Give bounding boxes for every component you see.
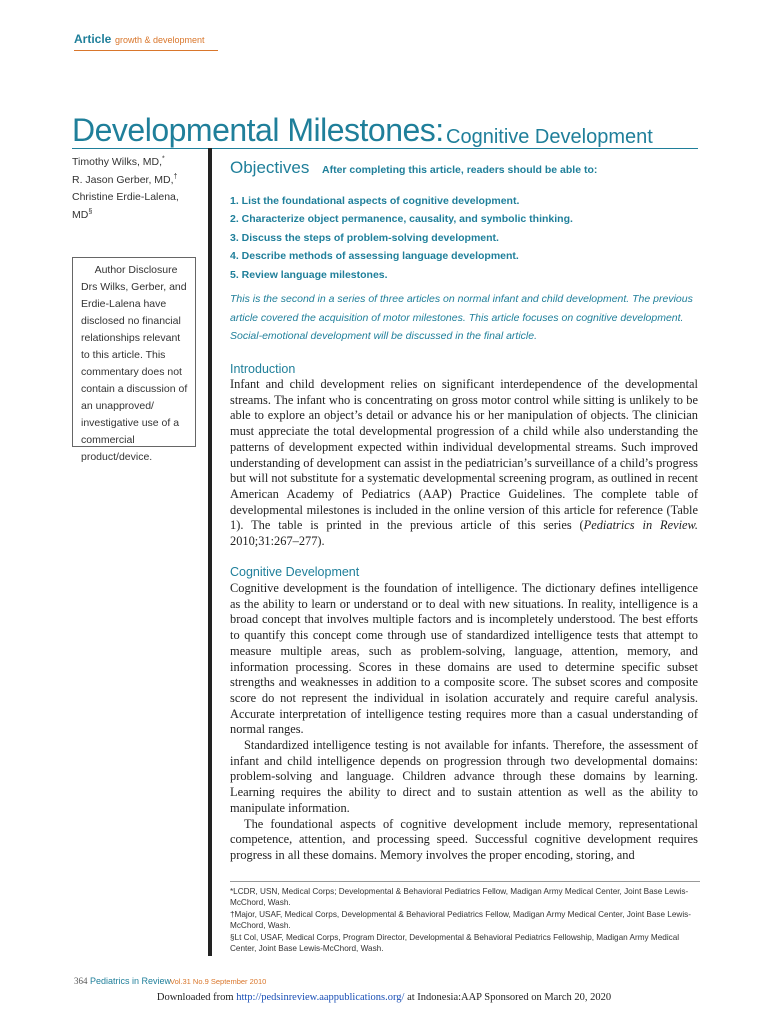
footnote: †Major, USAF, Medical Corps, Developmental & Behavioral Pediatrics Fellow, Madigan Army Medical Center, Joint Base Lewis-McChord, Wash. [230,909,691,931]
author-list [72,154,200,224]
article-type-label: Article [74,32,112,46]
body-paragraph: Cognitive development is the foundation of intelligence. The dictionary defines intelligence as the ability to learn or understand or to deal with new situations. In reality, intelligence is a broad concept that involves multiple factors and is incompletely understood. The best efforts to quantify this concept come through use of standardized intelligence tests that attempt to measure multiple areas, such as problem-solving, language, attention, memory, and information processing. Scores in these domains are used to determine specific subset strengths and weaknesses in addition to a composite score. The subset scores and composite score do not represent the individual in isolation accurately and require careful analysis. Accurate interpretation of intelligence testing requires more than a casual understanding of normal ranges. [230,581,698,737]
title-divider [72,148,698,149]
article-title: Developmental Milestones: [72,112,444,148]
column-divider-bar [208,148,212,956]
footnote: *LCDR, USN, Medical Corps; Developmental & Behavioral Pediatrics Fellow, Madigan Army Medical Center, Joint Base Lewis-McChord, Wash. [230,887,689,908]
footnotes [230,886,700,954]
objectives-heading: Objectives [230,158,310,177]
author-disclosure-box [72,257,196,463]
objectives-intro: After completing this article, readers should be able to: [322,164,598,176]
body-paragraph: The foundational aspects of cognitive development include memory, representational competence, attention, and processing speed. Successful cognitive development requires progress in all these domains. Memory involves the proper encoding, storing, and [230,816,698,862]
cognitive-development-body [230,581,698,864]
section-label: growth & development [115,35,205,45]
header-divider [74,50,218,51]
disclosure-heading: Author Disclosure [94,264,178,276]
series-note: This is the second in a series of three articles on normal infant and child development. The previous article covered the acquisition of motor milestones. This article focuses on cognitive development. Social-emotional development will be discussed in the final article. [230,293,693,342]
author-name: Timothy Wilks, MD,* [72,155,165,168]
article-subtitle: Cognitive Development [446,126,653,148]
introduction-heading: Introduction [230,362,296,376]
objectives-list [230,192,573,284]
author-name: Christine Erdie-Lalena, [72,191,179,203]
objective-item: 3. Discuss the steps of problem-solving development. [230,231,499,244]
journal-name: Pediatrics in Review [90,976,172,986]
download-notice: Downloaded from http://pedsinreview.aappublications.org/ at Indonesia:AAP Sponsored on March 20, 2020 [156,992,612,1003]
download-link[interactable]: http://pedsinreview.aappublications.org/ [236,992,405,1003]
introduction-paragraph: Infant and child development relies on significant interdependence of the developmental streams. The infant who is concentrating on gross motor control while sitting is unlikely to be able to explore an object’s detail or advance his or her manipulation of objects. The clinician must appreciate the total developmental progression of a child while also understanding the patterns of development expected within individual developmental streams. Such improved understanding of development can assist in the pediatrician’s surveillance of a child’s progress but will not substitute for a systematic developmental screening program, as outlined in recent American Academy of Pediatrics (AAP) Practice Guidelines. The complete table of developmental milestones is included in the online version of this article for reference (Table 1). The table is printed in the previous article of this series (Pediatrics in Review. 2010;31:267–277). [230,377,698,549]
author-name: MD§ [72,208,93,221]
cognitive-development-heading: Cognitive Development [230,565,360,579]
author-name: R. Jason Gerber, MD,† [72,173,178,186]
footnote: §Lt Col, USAF, Medical Corps, Program Director, Developmental & Behavioral Pediatrics Fellowship, Madigan Army Medical Center, Joint Base Lewis-McChord, Wash. [230,932,680,954]
volume-info: Vol.31 No.9 September 2010 [170,977,267,986]
objective-item: 1. List the foundational aspects of cognitive development. [230,195,520,207]
objective-item: 5. Review language milestones. [230,268,388,281]
objective-item: 4. Describe methods of assessing language development. [230,250,519,263]
disclosure-text: Drs Wilks, Gerber, and Erdie-Lalena have disclosed no financial relationships relevant to this article. This commentary does not contain a discussion of an unapproved/ investigative use of a commercial product/device. [81,281,188,463]
body-paragraph: Standardized intelligence testing is not available for infants. Therefore, the assessment of infant and child intelligence depends on progression through two developmental domains: problem-solving and language. Children advance through these domains by learning. Learning requires the ability to direct and to sustain attention as well as the ability to manipulate information. [230,738,698,815]
footnote-divider [230,881,700,882]
objective-item: 2. Characterize object permanence, causality, and symbolic thinking. [230,213,573,226]
page-number: 364 [74,976,88,986]
